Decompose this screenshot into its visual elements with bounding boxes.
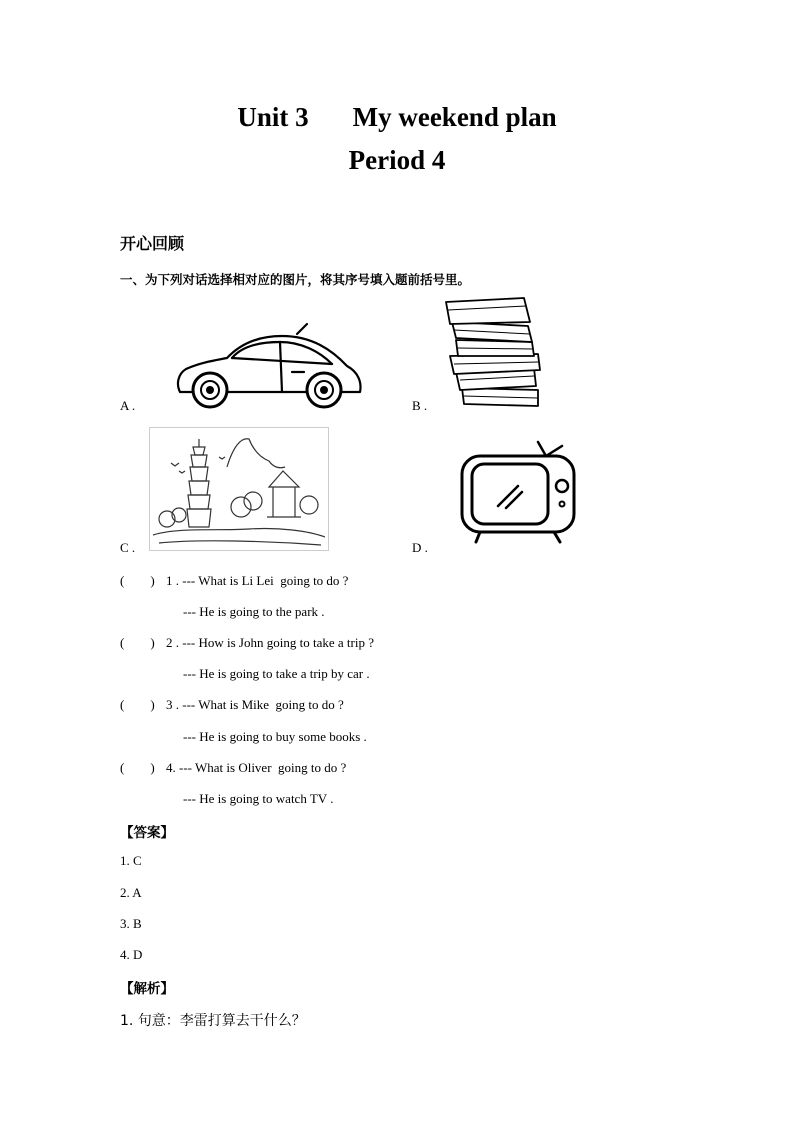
question-2-answer: --- He is going to take a trip by car . <box>183 666 370 681</box>
answer-2: 2. A <box>120 885 142 900</box>
question-1-answer: --- He is going to the park . <box>183 604 325 619</box>
section-heading: 开心回顾 <box>120 234 185 253</box>
image-label-b: B . <box>412 398 428 413</box>
image-label-c: C . <box>120 540 136 555</box>
image-label-a: A . <box>120 398 136 413</box>
analysis-heading: 【解析】 <box>120 981 174 997</box>
answer-blank-4[interactable]: ( ) <box>120 760 155 775</box>
answer-blank-1[interactable]: ( ) <box>120 573 155 588</box>
answer-1: 1. C <box>120 853 142 868</box>
question-4-answer: --- He is going to watch TV . <box>183 791 334 806</box>
question-2 <box>120 635 374 651</box>
title-unit: Unit 3 <box>237 102 309 132</box>
page-subtitle: Period 4 <box>348 145 446 175</box>
tv-icon <box>458 438 578 550</box>
answer-blank-3[interactable]: ( ) <box>120 697 155 712</box>
question-1 <box>120 573 348 589</box>
question-3 <box>120 697 344 713</box>
park-icon <box>149 427 329 551</box>
analysis-1: 1. 句意：李雷打算去干什么？ <box>120 1013 306 1029</box>
page-title <box>0 101 794 133</box>
image-label-d: D . <box>412 540 428 555</box>
question-4 <box>120 760 346 776</box>
car-icon <box>172 322 367 412</box>
question-2-text: 2 . --- How is John going to take a trip ? <box>166 635 374 650</box>
title-topic: My weekend plan <box>352 102 557 132</box>
books-icon <box>442 296 544 408</box>
answer-3: 3. B <box>120 916 142 931</box>
question-1-text: 1 . --- What is Li Lei going to do ? <box>166 573 349 588</box>
answer-heading: 【答案】 <box>120 825 174 841</box>
question-3-text: 3 . --- What is Mike going to do ? <box>166 697 344 712</box>
answer-blank-2[interactable]: ( ) <box>120 635 155 650</box>
question-3-answer: --- He is going to buy some books . <box>183 729 367 744</box>
instruction: 一、为下列对话选择相对应的图片，将其序号填入题前括号里。 <box>120 272 471 287</box>
question-4-text: 4. --- What is Oliver going to do ? <box>166 760 347 775</box>
answer-4: 4. D <box>120 947 143 962</box>
